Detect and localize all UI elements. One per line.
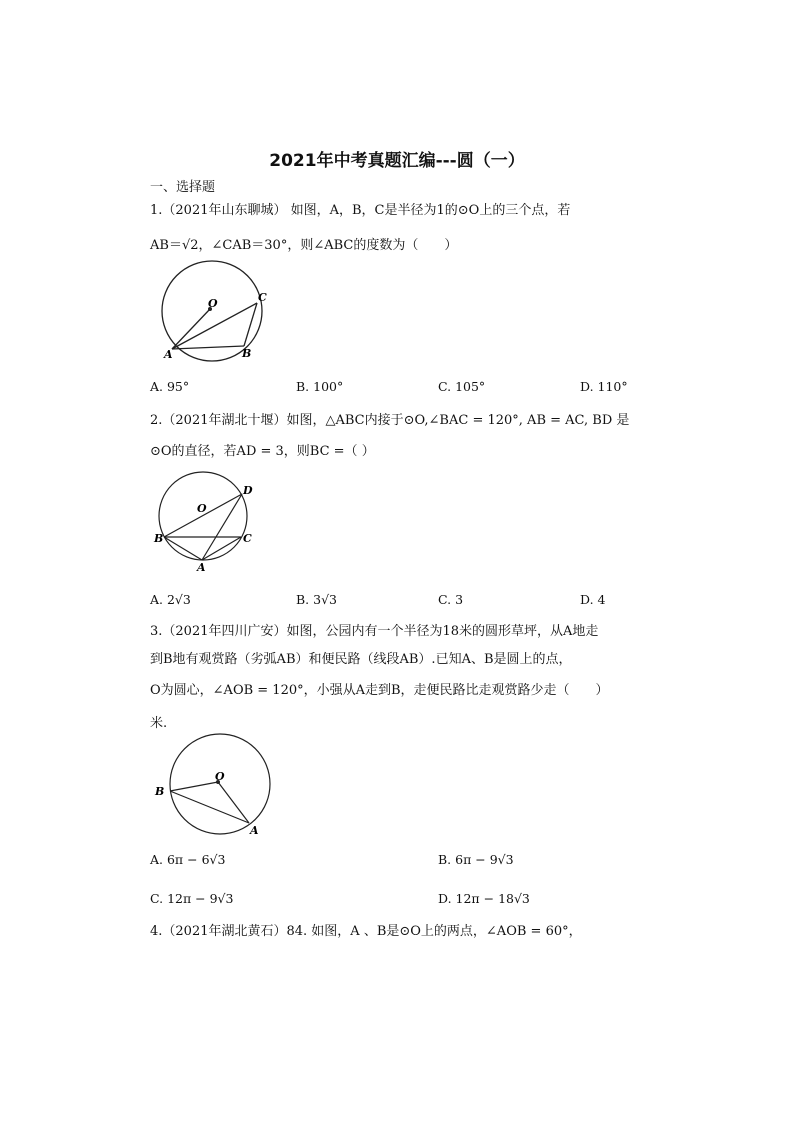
- q3-radius-OB: [170, 782, 218, 791]
- q1-label-B: B: [242, 347, 252, 360]
- q2-label-D: D: [243, 484, 253, 497]
- q4-text-line1: 4.（2021年湖北黄石）84. 如图，A 、B是⊙O上的两点，∠AOB = 60°，: [150, 924, 582, 939]
- q1-label-A: A: [164, 348, 173, 361]
- q2-option-d[interactable]: D. 4: [580, 592, 606, 607]
- q2-chord-AD: [202, 494, 242, 560]
- q1-segment-AB: [172, 346, 244, 349]
- q1-segment-AO: [172, 309, 210, 349]
- q2-figure: [150, 470, 265, 575]
- q1-label-C: C: [258, 291, 267, 304]
- q2-option-c[interactable]: C. 3: [438, 592, 464, 607]
- q1-option-b[interactable]: B. 100°: [296, 379, 344, 394]
- q1-label-O: O: [208, 297, 218, 310]
- q2-option-b[interactable]: B. 3√3: [296, 592, 338, 607]
- q3-text-line3: O为圆心，∠AOB = 120°，小强从A走到B，走便民路比走观赏路少走（ ）: [150, 683, 609, 698]
- q3-text-line4: 米.: [150, 716, 168, 731]
- q2-text-line1: 2.（2021年湖北十堰）如图，△ABC内接于⊙O,∠BAC = 120°, AB = AC, BD 是: [150, 413, 630, 428]
- q2-label-A: A: [197, 561, 206, 574]
- q3-option-c[interactable]: C. 12π − 9√3: [150, 891, 234, 906]
- q3-option-d[interactable]: D. 12π − 18√3: [438, 891, 530, 906]
- q1-figure: [150, 260, 280, 365]
- q1-text-line1: 1.（2021年山东聊城） 如图，A，B，C是半径为1的⊙O上的三个点，若: [150, 203, 571, 218]
- q3-text-line2: 到B地有观赏路（劣弧AB）和便民路（线段AB）.已知A、B是圆上的点，: [150, 652, 572, 667]
- q2-diameter-BD: [164, 494, 242, 537]
- q2-option-a[interactable]: A. 2√3: [150, 592, 191, 607]
- q2-label-C: C: [243, 532, 252, 545]
- q3-label-A: A: [250, 824, 259, 837]
- q1-option-c[interactable]: C. 105°: [438, 379, 486, 394]
- q3-option-b[interactable]: B. 6π − 9√3: [438, 852, 514, 867]
- q3-option-a[interactable]: A. 6π − 6√3: [150, 852, 226, 867]
- q3-label-O: O: [215, 770, 225, 783]
- q3-label-B: B: [155, 785, 165, 798]
- q2-label-O: O: [197, 502, 207, 515]
- q2-chord-BA: [164, 537, 202, 560]
- q1-option-d[interactable]: D. 110°: [580, 379, 628, 394]
- section-heading: 一、选择题: [150, 180, 216, 195]
- page-title: 2021年中考真题汇编---圆（一）: [269, 151, 525, 171]
- q3-figure: [150, 734, 280, 839]
- q1-option-a[interactable]: A. 95°: [150, 379, 190, 394]
- q2-text-line2: ⊙O的直径，若AD = 3，则BC =（ ）: [150, 444, 375, 459]
- q1-text-line2: AB＝√2，∠CAB＝30°，则∠ABC的度数为（ ）: [150, 238, 458, 253]
- q3-text-line1: 3.（2021年四川广安）如图，公园内有一个半径为18米的圆形草坪，从A地走: [150, 624, 599, 639]
- q2-label-B: B: [154, 532, 164, 545]
